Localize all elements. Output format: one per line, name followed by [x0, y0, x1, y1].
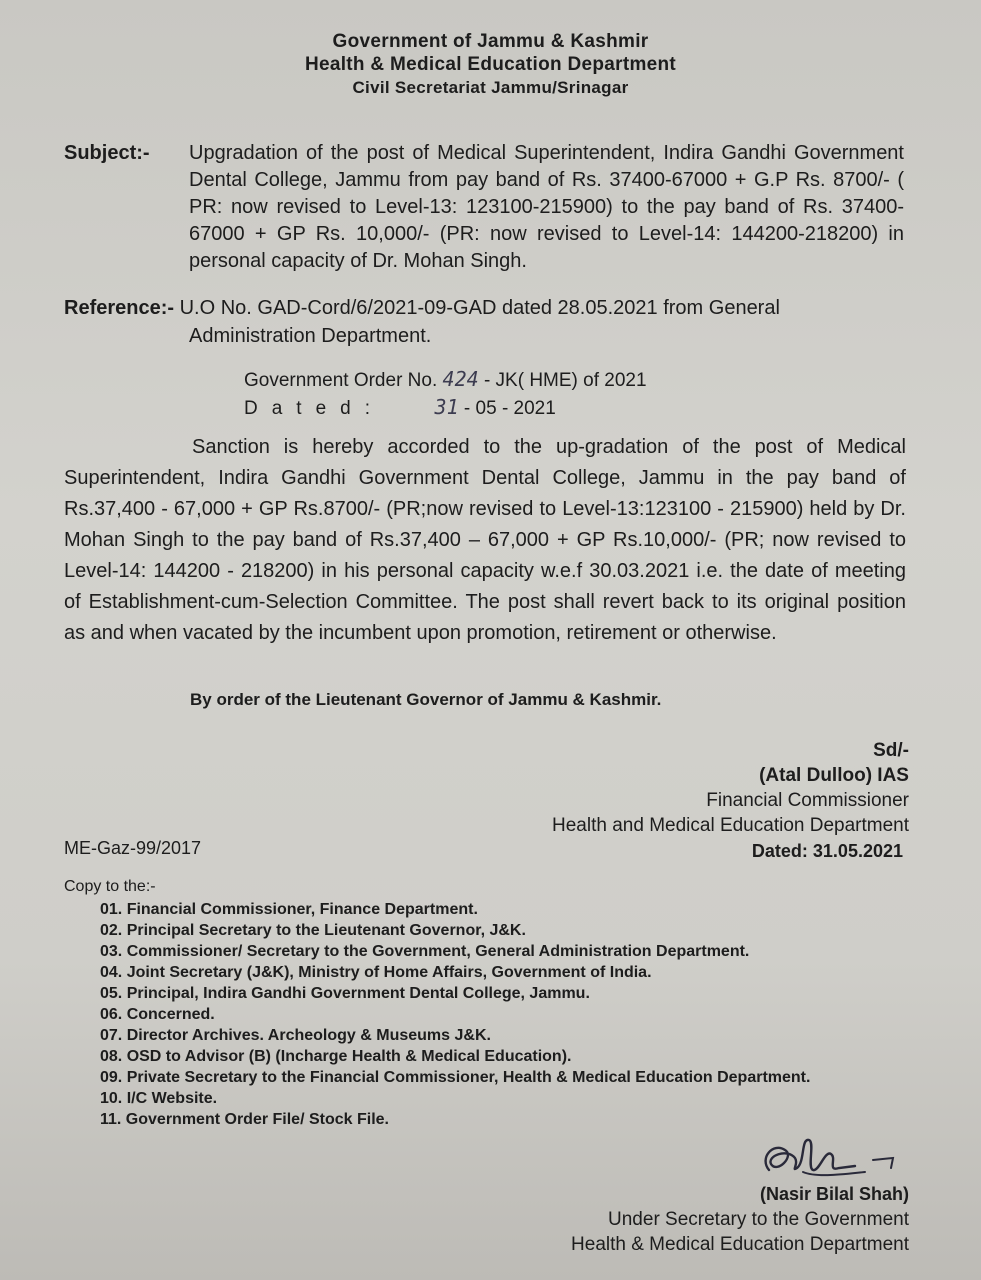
signatory-title-1: Financial Commissioner	[706, 790, 909, 811]
subject-block	[64, 140, 904, 275]
list-item: 04. Joint Secretary (J&K), Ministry of Home Affairs, Government of India.	[100, 964, 652, 981]
list-item: 05. Principal, Indira Gandhi Government Dental College, Jammu.	[100, 985, 590, 1002]
signatory-dept-2: Health & Medical Education Department	[571, 1234, 909, 1255]
file-number: ME-Gaz-99/2017	[64, 838, 202, 858]
copy-heading: Copy to the:-	[64, 878, 156, 895]
order-number: 424	[442, 367, 479, 391]
order-number-block	[244, 366, 647, 422]
signatory-block-2	[571, 1182, 909, 1257]
subject-text: Upgradation of the post of Medical Superintendent, Indira Gandhi Government Dental College, Jammu from pay band of Rs. 37400-67000 + G.P Rs. 8700/- ( PR: now revised to Level-13: 123100-215900) to the pay band of Rs. 37400-67000 + GP Rs. 10,000/- (PR: now revised to Level-14: 144200-218200) in personal capacity of Dr. Mohan Singh.	[189, 142, 904, 272]
copy-list	[64, 899, 810, 1130]
list-item: 08. OSD to Advisor (B) (Incharge Health & Medical Education).	[100, 1048, 572, 1065]
reference-text-line2: Administration Department.	[189, 325, 432, 347]
handwritten-signature	[755, 1128, 905, 1190]
list-item: 01. Financial Commissioner, Finance Department.	[100, 901, 478, 918]
signatory-name-2: (Nasir Bilal Shah)	[759, 1184, 909, 1204]
signatory-block-1	[552, 738, 909, 838]
order-suffix: - JK( HME) of 2021	[483, 370, 647, 391]
by-order-line: By order of the Lieutenant Governor of Jammu & Kashmir.	[190, 690, 662, 709]
sd-mark: Sd/-	[873, 740, 909, 761]
reference-text-line1: U.O No. GAD-Cord/6/2021-09-GAD dated 28.05.2021 from General	[179, 297, 780, 319]
subject-label: Subject:-	[64, 142, 150, 164]
list-item: 07. Director Archives. Archeology & Museums J&K.	[100, 1027, 491, 1044]
order-date-rest: - 05 - 2021	[463, 398, 556, 419]
department-name: Health & Medical Education Department	[304, 54, 677, 75]
list-item: 02. Principal Secretary to the Lieutenant Governor, J&K.	[100, 922, 526, 939]
reference-block	[64, 294, 904, 350]
reference-label: Reference:-	[64, 297, 175, 319]
list-item: 06. Concerned.	[100, 1006, 215, 1023]
letterhead	[0, 30, 981, 99]
order-body: Sanction is hereby accorded to the up-gradation of the post of Medical Superintendent, Indira Gandhi Government Dental College, Jammu in the pay band of Rs.37,400 - 67,000 + GP Rs.8700/- (PR;now revised to Level-13:123100 - 215900) held by Dr. Mohan Singh to the pay band of Rs.37,400 – 67,000 + GP Rs.10,000/- (PR; now revised to Level-14: 144200 - 218200) in his personal capacity w.e.f 30.03.2021 i.e. the date of meeting of Establishment-cum-Selection Committee. The post shall revert back to its original position as and when vacated by the incumbent upon promotion, retirement or otherwise.	[64, 436, 906, 644]
signatory-dept-1: Health and Medical Education Department	[552, 815, 909, 836]
order-dated-label: Dated:	[244, 398, 384, 419]
list-item: 09. Private Secretary to the Financial Commissioner, Health & Medical Education Department.	[100, 1069, 811, 1086]
secretariat-name: Civil Secretariat Jammu/Srinagar	[352, 78, 629, 97]
order-day: 31	[434, 395, 459, 419]
list-item: 10. I/C Website.	[100, 1090, 218, 1107]
order-prefix: Government Order No.	[244, 370, 438, 391]
signatory-name-1: (Atal Dulloo) IAS	[759, 765, 909, 786]
issue-date: Dated: 31.05.2021	[751, 841, 903, 861]
signatory-title-2: Under Secretary to the Government	[608, 1209, 909, 1230]
list-item: 11. Government Order File/ Stock File.	[100, 1111, 389, 1128]
govt-name: Government of Jammu & Kashmir	[332, 31, 649, 52]
copy-to-block	[64, 876, 810, 1130]
list-item: 03. Commissioner/ Secretary to the Government, General Administration Department.	[100, 943, 750, 960]
